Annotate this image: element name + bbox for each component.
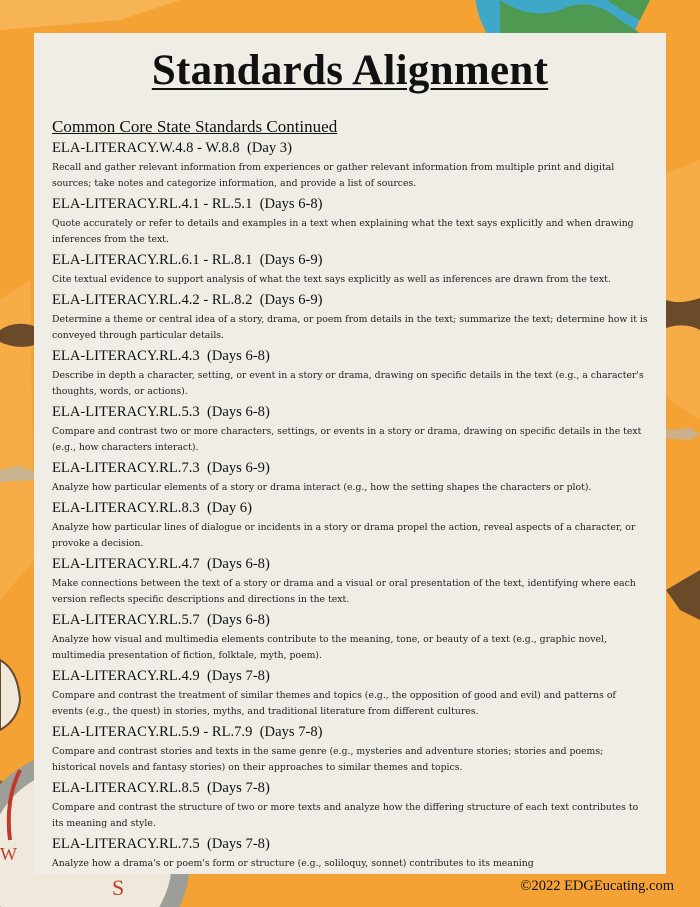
standard-item — [52, 667, 648, 720]
standard-code-line — [52, 139, 648, 158]
standard-code-line — [52, 347, 648, 366]
standard-code: ELA-LITERACY.RL.6.1 - RL.8.1 — [52, 252, 253, 268]
page-title: Standards Alignment — [151, 47, 549, 94]
standard-code: ELA-LITERACY.RL.4.1 - RL.5.1 — [52, 196, 253, 212]
standard-description: Make connections between the text of a story or drama and a visual or oral presentation of the text, identifying where each version reflects specific descriptions and directions in the text. — [52, 578, 636, 605]
standard-description: Compare and contrast the treatment of similar themes and topics (e.g., the opposition of good and evil) and patterns of events (e.g., the quest) in stories, myths, and traditional literature from different cultures. — [52, 690, 616, 717]
standard-code-line — [52, 555, 648, 574]
standard-description: Analyze how visual and multimedia elements contribute to the meaning, tone, or beauty of a text (e.g., graphic novel, multimedia presentation of fiction, folktale, myth, poem). — [52, 634, 607, 661]
standard-code: ELA-LITERACY.RL.5.7 — [52, 612, 200, 628]
standard-description: Compare and contrast the structure of two or more texts and analyze how the differing structure of each text contributes to its meaning and style. — [52, 802, 639, 829]
standard-description: Analyze how particular elements of a story or drama interact (e.g., how the setting shapes the characters or plot). — [52, 482, 592, 493]
standard-code-line — [52, 251, 648, 270]
standard-description: Cite textual evidence to support analysis of what the text says explicitly as well as inferences are drawn from the text. — [52, 274, 611, 285]
standard-days: (Days 7-8) — [206, 668, 270, 684]
compass-letter-w: W — [0, 844, 17, 864]
standards-list — [52, 139, 648, 872]
standard-code: ELA-LITERACY.RL.4.3 — [52, 348, 200, 364]
standard-description: Analyze how a drama's or poem's form or structure (e.g., soliloquy, sonnet) contributes to its meaning — [52, 858, 534, 869]
standard-code-line — [52, 667, 648, 686]
standard-code-line — [52, 291, 648, 310]
standard-item — [52, 195, 648, 248]
standard-days: (Days 6-8) — [206, 612, 270, 628]
standard-code: ELA-LITERACY.RL.8.3 — [52, 500, 200, 516]
standard-item — [52, 291, 648, 344]
standard-code-line — [52, 835, 648, 854]
standard-code-line — [52, 723, 648, 742]
standard-code: ELA-LITERACY.RL.4.7 — [52, 556, 200, 572]
standard-code: ELA-LITERACY.RL.5.9 - RL.7.9 — [52, 724, 253, 740]
standard-item — [52, 723, 648, 776]
standard-days: (Days 6-8) — [206, 556, 270, 572]
standard-days: (Days 7-8) — [259, 724, 323, 740]
standard-item — [52, 779, 648, 832]
copyright-footer: ©2022 EDGEucating.com — [520, 878, 674, 894]
standard-days: (Days 6-8) — [206, 348, 270, 364]
standard-description: Analyze how particular lines of dialogue or incidents in a story or drama propel the action, reveal aspects of a character, or provoke a decision. — [52, 522, 636, 549]
standard-item — [52, 555, 648, 608]
standard-days: (Day 3) — [246, 140, 292, 156]
standard-description: Recall and gather relevant information from experiences or gather relevant information from multiple print and digital sources; take notes and categorize information, and provide a list of sources. — [52, 162, 615, 189]
standard-code-line — [52, 499, 648, 518]
standard-code: ELA-LITERACY.RL.5.3 — [52, 404, 200, 420]
standard-item — [52, 611, 648, 664]
standard-description: Determine a theme or central idea of a story, drama, or poem from details in the text; summarize the text; determine how it is conveyed through particular details. — [52, 314, 648, 341]
standard-days: (Days 6-9) — [259, 252, 323, 268]
section-heading: Common Core State Standards Continued — [52, 117, 338, 136]
standard-days: (Days 7-8) — [206, 780, 270, 796]
standard-days: (Days 6-8) — [206, 404, 270, 420]
standard-code-line — [52, 403, 648, 422]
standard-description: Compare and contrast two or more characters, settings, or events in a story or drama, drawing on specific details in the text (e.g., how characters interact). — [52, 426, 642, 453]
standard-item — [52, 499, 648, 552]
standard-code-line — [52, 459, 648, 478]
standard-code: ELA-LITERACY.RL.8.5 — [52, 780, 200, 796]
standard-code: ELA-LITERACY.RL.7.5 — [52, 836, 200, 852]
standard-description: Quote accurately or refer to details and examples in a text when explaining what the text says explicitly and when drawing inferences from the text. — [52, 218, 634, 245]
standard-code-line — [52, 611, 648, 630]
standard-code: ELA-LITERACY.RL.7.3 — [52, 460, 200, 476]
standard-days: (Day 6) — [206, 500, 252, 516]
standard-days: (Days 6-9) — [259, 292, 323, 308]
standard-code-line — [52, 195, 648, 214]
standard-item — [52, 459, 648, 496]
standard-code: ELA-LITERACY.RL.4.2 - RL.8.2 — [52, 292, 253, 308]
standard-item — [52, 403, 648, 456]
standard-item — [52, 835, 648, 872]
compass-letter-s: S — [112, 875, 125, 900]
standard-item — [52, 139, 648, 192]
standard-item — [52, 347, 648, 400]
standard-description: Compare and contrast stories and texts in the same genre (e.g., mysteries and adventure stories; stories and poems; historical novels and fantasy stories) on their approaches to similar themes and topics. — [52, 746, 604, 773]
standard-code: ELA-LITERACY.W.4.8 - W.8.8 — [52, 140, 240, 156]
standard-description: Describe in depth a character, setting, or event in a story or drama, drawing on specific details in the text (e.g., a character's thoughts, words, or actions). — [52, 370, 644, 397]
content-page — [34, 33, 666, 874]
standard-code: ELA-LITERACY.RL.4.9 — [52, 668, 200, 684]
standard-days: (Days 6-8) — [259, 196, 323, 212]
standard-code-line — [52, 779, 648, 798]
standard-days: (Days 7-8) — [206, 836, 270, 852]
standard-days: (Days 6-9) — [206, 460, 270, 476]
standard-item — [52, 251, 648, 288]
